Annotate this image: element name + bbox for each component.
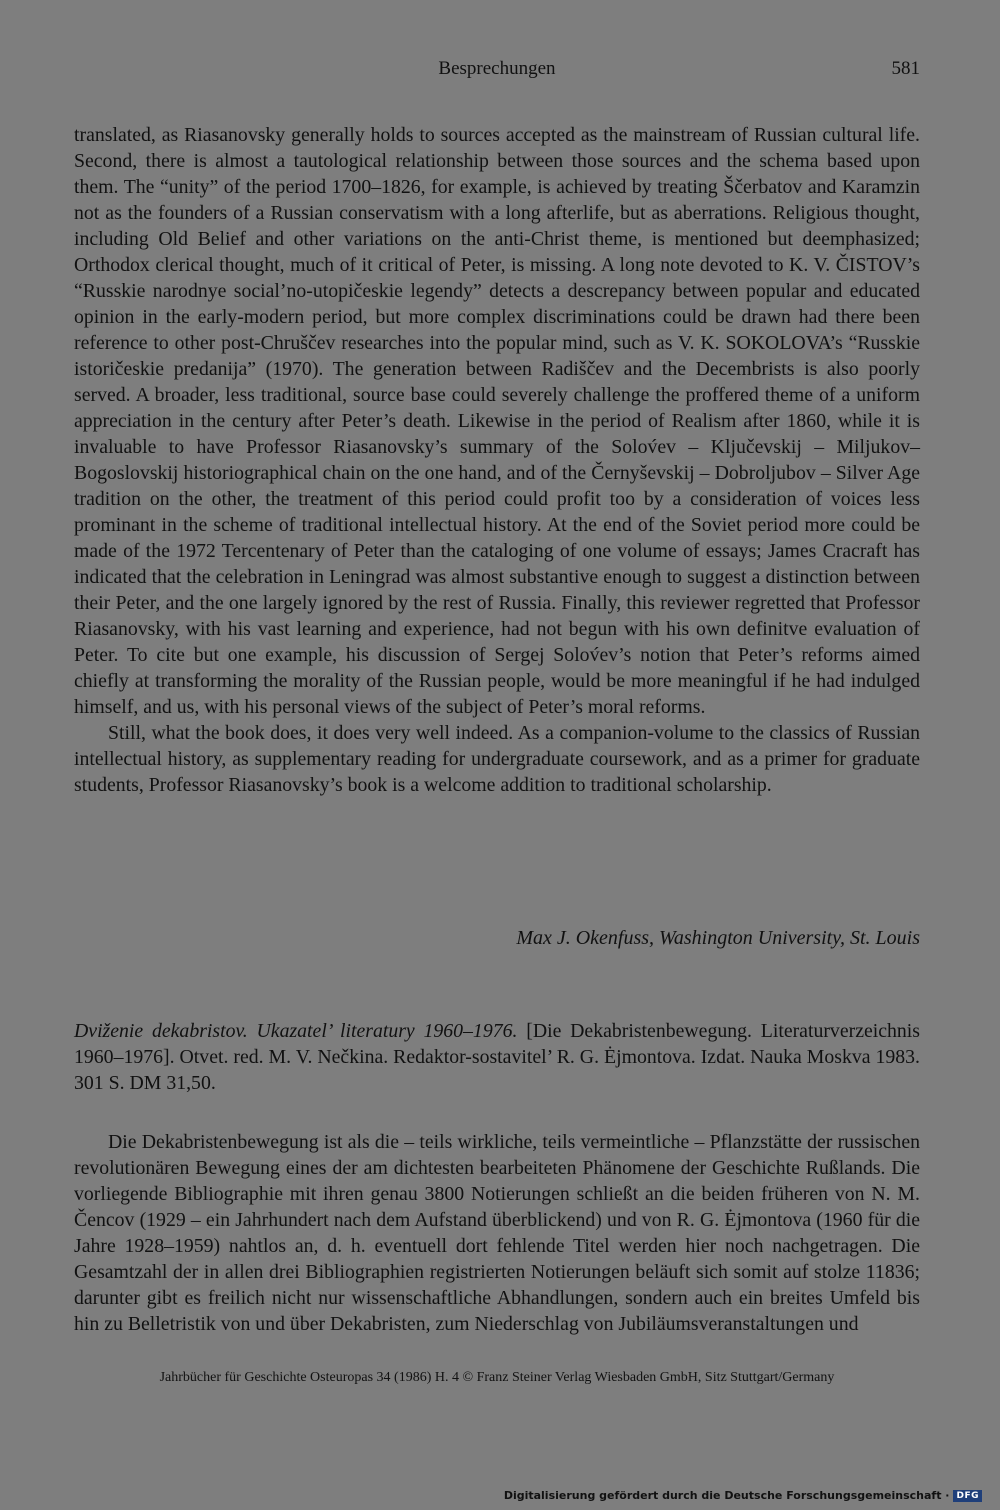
second-review-paragraph-1: Die Dekabristenbewegung ist als die – teils wirkliche, teils vermeintliche – Pflanzstätte der russischen revolutionären Bewegung eines der am dichtesten bearbeiteten Phänomene der Geschichte Rußlands. Die vorliegende Bibliographie mit ihren genau 3800 Notierungen schließt an die beiden früheren von N. M. Čencov (1929 – ein Jahrhundert nach dem Aufstand überblickend) und von R. G. Ėjmontova (1960 für die Jahre 1928–1959) nahtlos an, d. h. eventuell dort fehlende Titel werden hier noch nachgetragen. Die Gesamtzahl der in allen drei Bibliographien registrierten Notierungen beläuft sich somit auf stolze 11836; darunter gibt es freilich nicht nur wissenschaftliche Abhandlungen, sondern auch ein breites Umfeld bis hin zu Belletristik von und über Dekabristen, zum Niederschlag von Jubiläumsveranstaltungen und [74,1130,920,1335]
page-number: 581 [891,58,920,79]
digitization-notice [504,1489,982,1502]
digitization-text: Digitalisierung gefördert durch die Deutsche Forschungsgemeinschaft · [503,1489,950,1502]
bibliographic-entry [74,1018,920,1096]
reviewer-signature: Max J. Okenfuss, Washington University, St. Louis [516,927,920,949]
page-footer: Jahrbücher für Geschichte Osteuropas 34 (1986) H. 4 © Franz Steiner Verlag Wiesbaden GmbH, Sitz Stuttgart/Germany [159,1370,835,1385]
second-review-body [74,1109,920,1357]
review-paragraph-1: translated, as Riasanovsky generally holds to sources accepted as the mainstream of Russian cultural life. Second, there is almost a tautological relationship between those sources and the schema based upon them. The “unity” of the period 1700–1826, for example, is achieved by treating Ščerbatov and Karamzin not as the founders of a Russian conservatism with a long afterlife, but as aberrations. Religious thought, including Old Belief and other variations on the anti-Christ theme, is mentioned but deemphasized; Orthodox clerical thought, much of it critical of Peter, is missing. A long note devoted to K. V. ČISTOV’s “Russkie narodnye social’no-utopičeskie legendy” detects a descrepancy between popular and educated opinion in the early-modern period, but more complex discriminations could be drawn had there been reference to other post-Chruščev researches into the popular mind, such as V. K. SOKOLOVA’s “Russkie istoričeskie predanija” (1970). The generation between Radiščev and the Decembrists is also poorly served. A broader, less traditional, source base could severely challenge the proffered theme of a uniform appreciation in the century after Peter’s death. Likewise in the period of Realism after 1860, while it is invaluable to have Professor Riasanovsky’s summary of the Solov́ev – Ključevskij – Miljukov– Bogoslovskij historiographical chain on the one hand, and of the Černyševskij – Dobroljubov – Silver Age tradition on the other, the treatment of this period could profit too by a consideration of voices less prominant in the scheme of traditional intellectual history. At the end of the Soviet period more could be made of the 1972 Tercentenary of Peter than the cataloging of one volume of essays; James Cracraft has indicated that the celebration in Leningrad was almost substantive enough to suggest a distinction between their Peter, and the one largely ignored by the rest of Russia. Finally, this reviewer regretted that Professor Riasanovsky, with his vast learning and experience, had not begun with his own definitve evaluation of Peter. To cite but one example, his discussion of Sergej Solov́ev’s notion that Peter’s reforms aimed chiefly at transforming the morality of the Russian people, would be more meaningful if he had indulged himself, and us, with his personal views of the subject of Peter’s moral reforms. [74,124,920,718]
entry-title: Dviženie dekabristov. Ukazatel’ literatury 1960–1976. [74,1020,518,1042]
running-title: Besprechungen [438,58,556,79]
entry-details: [Die Dekabristenbewegung. Literaturverzeichnis 1960–1976]. Otvet. red. M. V. Nečkina. Redaktor-sostavitel’ R. G. Ėjmontova. Izdat. Nauka Moskva 1983. 301 S. DM 31,50. [74,1020,921,1094]
page-header [74,58,920,86]
review-paragraph-2: Still, what the book does, it does very well indeed. As a companion-volume to the classics of Russian intellectual history, as supplementary reading for undergraduate coursework, and as a primer for graduate students, Professor Riasanovsky’s book is a welcome addition to traditional scholarship. [74,722,920,796]
dfg-logo-icon: DFG [953,1490,982,1502]
review-body [74,122,920,798]
